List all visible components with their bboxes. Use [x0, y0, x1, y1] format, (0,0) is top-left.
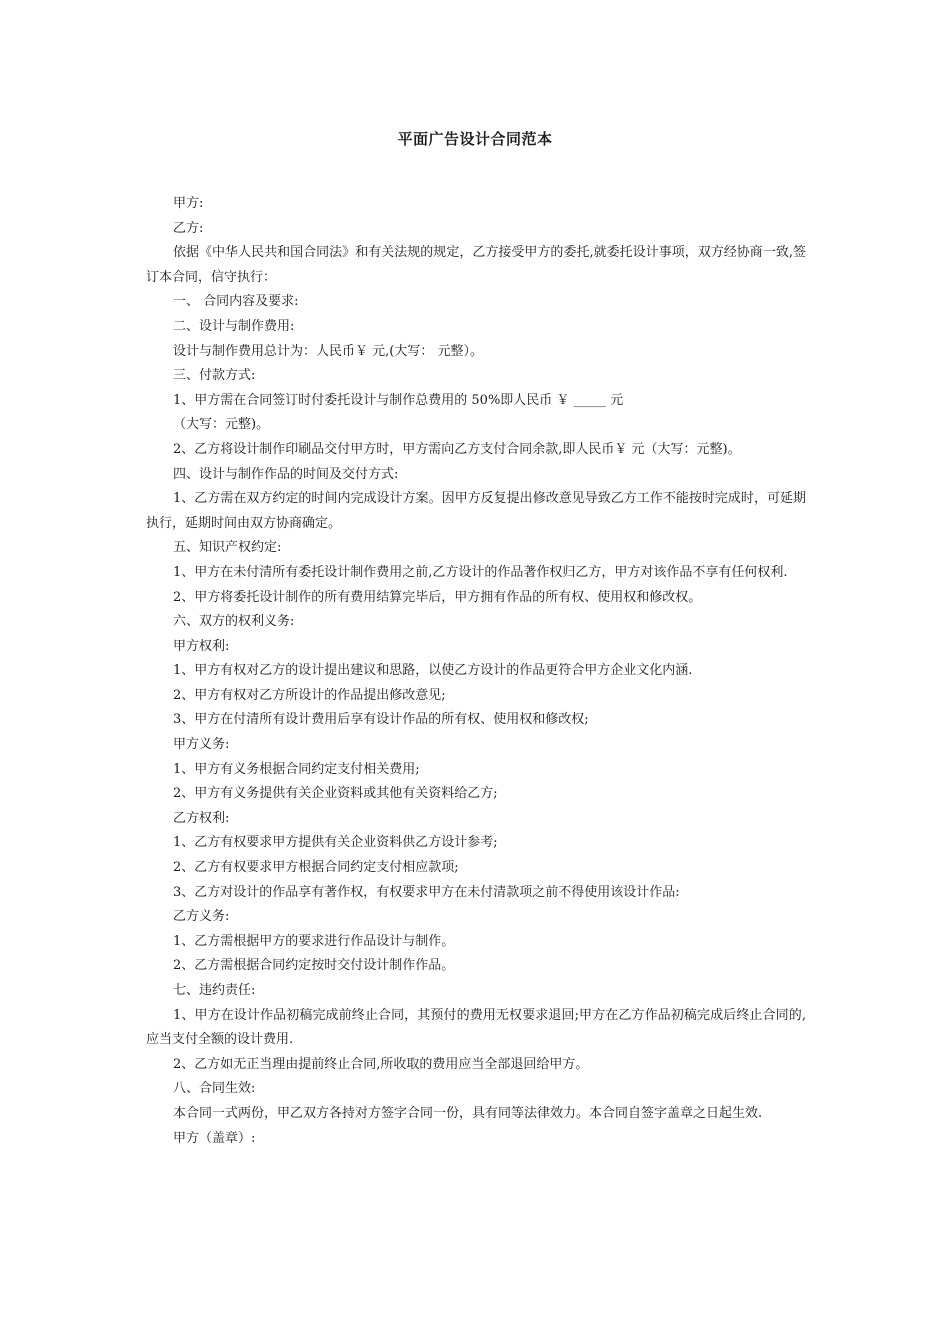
paragraph: 2、乙方将设计制作印刷品交付甲方时，甲方需向乙方支付合同余款,即人民币￥ 元（大写：元整)。: [173, 441, 741, 457]
paragraph: 五、知识产权约定:: [173, 540, 282, 556]
paragraph: 2、甲方有义务提供有关企业资料或其他有关资料给乙方;: [173, 786, 498, 802]
paragraph: 依据《中华人民共和国合同法》和有关法规的规定，乙方接受甲方的委托,就委托设计事项，双方经协商一致,签订本合同，信守执行：: [146, 245, 806, 285]
paragraph: 六、双方的权利义务:: [173, 614, 295, 630]
paragraph: 本合同一式两份，甲乙双方各持对方签字合同一份，具有同等法律效力。本合同自签字盖章之日起生效.: [173, 1105, 763, 1121]
document-body: [146, 192, 806, 1151]
paragraph: 设计与制作费用总计为：人民币￥ 元,(大写： 元整）。: [173, 343, 483, 359]
paragraph: 1、乙方有权要求甲方提供有关企业资料供乙方设计参考;: [173, 835, 498, 851]
paragraph: 二、设计与制作费用:: [173, 318, 295, 334]
paragraph: 2、甲方有权对乙方所设计的作品提出修改意见;: [173, 687, 446, 703]
paragraph: 一、 合同内容及要求:: [173, 294, 299, 310]
paragraph: 甲方权利:: [173, 638, 230, 654]
paragraph: 1、乙方需在双方约定的时间内完成设计方案。因甲方反复提出修改意见导致乙方工作不能按时完成时，可延期执行，延期时间由双方协商确定。: [146, 491, 806, 531]
paragraph: 甲方义务:: [173, 737, 230, 753]
paragraph: 三、付款方式:: [173, 368, 256, 384]
paragraph: 1、甲方在设计作品初稿完成前终止合同，其预付的费用无权要求退回;甲方在乙方作品初稿完成后终止合同的,应当支付全额的设计费用.: [146, 1007, 806, 1048]
paragraph: 1、乙方需根据甲方的要求进行作品设计与制作。: [173, 933, 455, 949]
paragraph: 甲方:: [173, 196, 204, 211]
paragraph: 3、乙方对设计的作品享有著作权，有权要求甲方在未付清款项之前不得使用该设计作品:: [173, 884, 680, 900]
paragraph: 3、甲方在付清所有设计费用后享有设计作品的所有权、使用权和修改权;: [173, 712, 589, 728]
paragraph: 2、乙方如无正当理由提前终止合同,所收取的费用应当全部退回给甲方。: [173, 1056, 589, 1072]
paragraph: 四、设计与制作作品的时间及交付方式:: [173, 466, 399, 482]
paragraph: 乙方义务:: [173, 909, 230, 925]
paragraph: 1、甲方需在合同签订时付委托设计与制作总费用的 50%即人民币 ￥ _____ 元: [173, 392, 624, 408]
paragraph: 2、乙方需根据合同约定按时交付设计制作作品。: [173, 958, 455, 974]
paragraph: 2、乙方有权要求甲方根据合同约定支付相应款项;: [173, 860, 459, 876]
paragraph: 乙方:: [173, 220, 204, 236]
paragraph: 1、甲方有义务根据合同约定支付相关费用;: [173, 761, 420, 777]
paragraph: 2、甲方将委托设计制作的所有费用结算完毕后，甲方拥有作品的所有权、使用权和修改权。: [173, 589, 702, 605]
paragraph: 1、甲方在未付清所有委托设计制作费用之前,乙方设计的作品著作权归乙方，甲方对该作品不享有任何权利.: [173, 564, 788, 580]
paragraph: （大写：元整)。: [173, 417, 270, 433]
paragraph: 七、违约责任:: [173, 983, 256, 998]
document-title: 平面广告设计合同范本: [397, 130, 553, 148]
paragraph: 甲方（盖章）:: [173, 1130, 256, 1146]
paragraph: 乙方权利:: [173, 810, 230, 826]
paragraph: 1、甲方有权对乙方的设计提出建议和思路，以使乙方设计的作品更符合甲方企业文化内涵.: [173, 663, 693, 679]
paragraph: 八、合同生效:: [173, 1081, 256, 1097]
